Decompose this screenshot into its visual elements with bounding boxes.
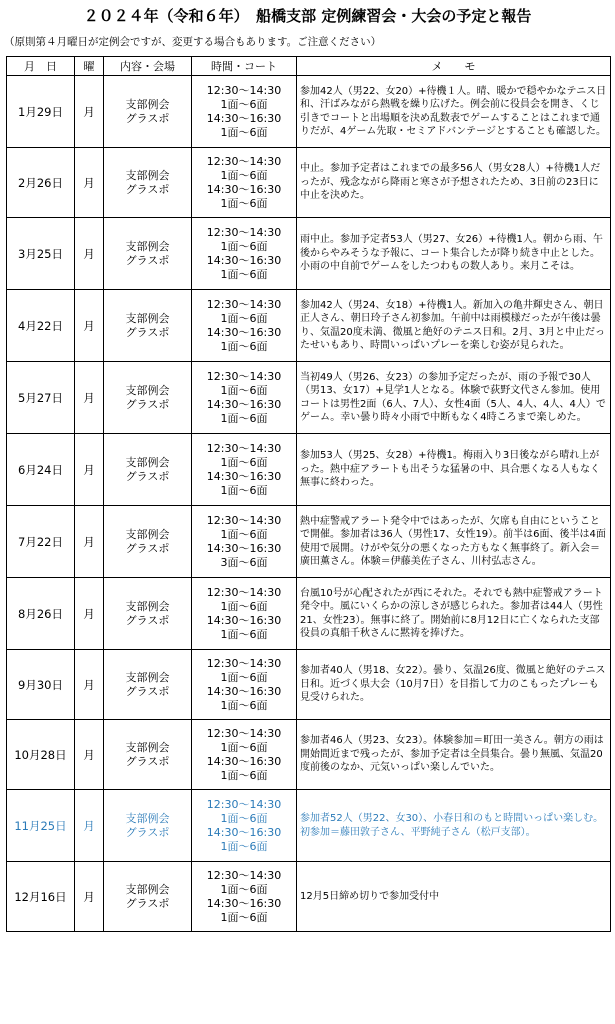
court-range: 1面～6面 xyxy=(220,383,268,397)
table-row xyxy=(7,790,611,862)
time-court-cell xyxy=(192,578,297,650)
court-range: 1面～6面 xyxy=(220,411,268,425)
court-range: 1面～6面 xyxy=(220,311,268,325)
time-slot: 14:30～16:30 xyxy=(206,469,282,483)
venue-cell xyxy=(104,290,192,362)
time-slot: 12:30～14:30 xyxy=(206,441,282,455)
event-type: 支部例会 xyxy=(125,311,170,325)
venue-name: グラスポ xyxy=(125,754,170,768)
table-row xyxy=(7,76,611,148)
table-header xyxy=(7,57,611,76)
court-range: 1面～6面 xyxy=(220,839,268,853)
venue-cell xyxy=(104,362,192,434)
weekday-cell: 月 xyxy=(75,362,104,434)
memo-cell: 参加53人（男25、女28）+待機1。梅雨入り3日後ながら晴れ上がった。熱中症アラートも出そうな猛暑の中、具合悪くなる人もなく無事に終わった。 xyxy=(297,434,611,506)
venue-cell xyxy=(104,434,192,506)
time-court-cell xyxy=(192,720,297,790)
venue-name: グラスポ xyxy=(125,469,170,483)
weekday-cell: 月 xyxy=(75,862,104,932)
court-range: 1面～6面 xyxy=(220,196,268,210)
table-row xyxy=(7,362,611,434)
venue-name: グラスポ xyxy=(125,541,170,555)
court-range: 1面～6面 xyxy=(220,125,268,139)
header-memo: メ モ xyxy=(297,57,611,76)
venue-cell xyxy=(104,218,192,290)
weekday-cell: 月 xyxy=(75,506,104,578)
venue-cell xyxy=(104,720,192,790)
date-cell: 4月22日 xyxy=(7,290,75,362)
court-range: 1面～6面 xyxy=(220,455,268,469)
event-type: 支部例会 xyxy=(125,599,170,613)
event-type: 支部例会 xyxy=(125,527,170,541)
venue-name: グラスポ xyxy=(125,825,170,839)
venue-name: グラスポ xyxy=(125,684,170,698)
time-slot: 14:30～16:30 xyxy=(206,541,282,555)
schedule-table xyxy=(6,56,611,932)
court-range: 1面～6面 xyxy=(220,811,268,825)
date-cell: 8月26日 xyxy=(7,578,75,650)
memo-cell: 参加者52人（男22、女30）、小春日和のもと時間いっぱい楽しむ。初参加＝藤田敦子さん、平野純子さん（松戸支部）。 xyxy=(297,790,611,862)
time-slot: 12:30～14:30 xyxy=(206,656,282,670)
event-type: 支部例会 xyxy=(125,455,170,469)
venue-name: グラスポ xyxy=(125,253,170,267)
table-row xyxy=(7,218,611,290)
time-slot: 14:30～16:30 xyxy=(206,111,282,125)
date-cell: 7月22日 xyxy=(7,506,75,578)
venue-cell xyxy=(104,506,192,578)
date-cell: 10月28日 xyxy=(7,720,75,790)
table-row xyxy=(7,290,611,362)
time-court-cell xyxy=(192,148,297,218)
time-slot: 12:30～14:30 xyxy=(206,797,282,811)
time-court-cell xyxy=(192,506,297,578)
time-slot: 12:30～14:30 xyxy=(206,585,282,599)
court-range: 1面～6面 xyxy=(220,670,268,684)
table-row xyxy=(7,650,611,720)
time-slot: 12:30～14:30 xyxy=(206,297,282,311)
time-slot: 14:30～16:30 xyxy=(206,397,282,411)
venue-name: グラスポ xyxy=(125,182,170,196)
time-slot: 14:30～16:30 xyxy=(206,325,282,339)
time-court-cell xyxy=(192,362,297,434)
court-range: 1面～6面 xyxy=(220,97,268,111)
event-type: 支部例会 xyxy=(125,97,170,111)
court-range: 3面～6面 xyxy=(220,555,268,569)
court-range: 1面～6面 xyxy=(220,882,268,896)
header-venue: 内容・会場 xyxy=(104,57,192,76)
weekday-cell: 月 xyxy=(75,76,104,148)
court-range: 1面～6面 xyxy=(220,698,268,712)
court-range: 1面～6面 xyxy=(220,239,268,253)
event-type: 支部例会 xyxy=(125,882,170,896)
event-type: 支部例会 xyxy=(125,670,170,684)
time-slot: 12:30～14:30 xyxy=(206,513,282,527)
time-slot: 14:30～16:30 xyxy=(206,896,282,910)
court-range: 1面～6面 xyxy=(220,483,268,497)
header-time: 時間・コート xyxy=(192,57,297,76)
time-court-cell xyxy=(192,290,297,362)
table-row xyxy=(7,862,611,932)
table-row xyxy=(7,578,611,650)
memo-cell: 熱中症警戒アラート発令中ではあったが、欠席も自由にということで開催。参加者は36人（男性17、女性19）。前半は6面、後半は4面使用で展開。けがや気分の悪くなった方もなく無事終了。新入会＝廣田薫さん。体験＝伊藤美佐子さん、川村弘志さん。 xyxy=(297,506,611,578)
venue-cell xyxy=(104,862,192,932)
header-dow: 曜 xyxy=(75,57,104,76)
memo-cell: 参加42人（男22、女20）+待機１人。晴、暖かで穏やかなテニス日和、汗ばみながら熱戦を繰り広げた。例会前に役員会を開き、くじ引きでコートと出場順を決め乱数表でゲームすることはこれまで通りだが、4ゲーム先取・セミアドバンテージとすることも確認した。 xyxy=(297,76,611,148)
date-cell: 11月25日 xyxy=(7,790,75,862)
date-cell: 2月26日 xyxy=(7,148,75,218)
court-range: 1面～6面 xyxy=(220,599,268,613)
time-court-cell xyxy=(192,790,297,862)
court-range: 1面～6面 xyxy=(220,527,268,541)
weekday-cell: 月 xyxy=(75,720,104,790)
time-slot: 14:30～16:30 xyxy=(206,684,282,698)
venue-name: グラスポ xyxy=(125,613,170,627)
venue-cell xyxy=(104,148,192,218)
header-date: 月 日 xyxy=(7,57,75,76)
weekday-cell: 月 xyxy=(75,218,104,290)
time-slot: 14:30～16:30 xyxy=(206,613,282,627)
time-court-cell xyxy=(192,434,297,506)
venue-cell xyxy=(104,578,192,650)
time-slot: 12:30～14:30 xyxy=(206,154,282,168)
event-type: 支部例会 xyxy=(125,811,170,825)
venue-cell xyxy=(104,650,192,720)
event-type: 支部例会 xyxy=(125,740,170,754)
time-slot: 12:30～14:30 xyxy=(206,726,282,740)
memo-cell: 中止。参加予定者はこれまでの最多56人（男女28人）+待機1人だったが、残念ながら降雨と寒さが予想されたため、3日前の23日に中止を決めた。 xyxy=(297,148,611,218)
event-type: 支部例会 xyxy=(125,383,170,397)
memo-cell: 雨中止。参加予定者53人（男27、女26）+待機1人。朝から雨、午後からやみそうな予報に、コート集合したが降り続き中止とした。小雨の中自前でゲームをしたつわもの数人あり。来月こそは。 xyxy=(297,218,611,290)
venue-name: グラスポ xyxy=(125,325,170,339)
time-court-cell xyxy=(192,76,297,148)
event-type: 支部例会 xyxy=(125,168,170,182)
time-slot: 14:30～16:30 xyxy=(206,754,282,768)
date-cell: 6月24日 xyxy=(7,434,75,506)
time-slot: 14:30～16:30 xyxy=(206,182,282,196)
venue-cell xyxy=(104,76,192,148)
weekday-cell: 月 xyxy=(75,650,104,720)
memo-cell: 参加42人（男24、女18）+待機1人。新加入の亀井輝史さん、朝日正人さん、朝日玲子さん初参加。午前中は雨模様だったが午後は曇り、気温20度未満、微風と絶好のテニス日和。2月、3月と中止だったせいもあり、時間いっぱいプレーを楽しむ姿が見られた。 xyxy=(297,290,611,362)
table-row xyxy=(7,148,611,218)
table-row xyxy=(7,434,611,506)
date-cell: 3月25日 xyxy=(7,218,75,290)
memo-cell: 当初49人（男26、女23）の参加予定だったが、雨の予報で30人（男13、女17）+見学1人となる。体験で荻野文代さん参加。使用コートは男性2面（6人、7人）、女性4面（5人、4人、4人、4人）でゲーム。幸い曇り時々小雨で中断もなく4時ころまで楽しめた。 xyxy=(297,362,611,434)
venue-name: グラスポ xyxy=(125,397,170,411)
court-range: 1面～6面 xyxy=(220,910,268,924)
table-body xyxy=(7,76,611,932)
page-title: ２０２４年（令和６年） 船橋支部 定例練習会・大会の予定と報告 xyxy=(83,7,532,25)
court-range: 1面～6面 xyxy=(220,627,268,641)
court-range: 1面～6面 xyxy=(220,267,268,281)
time-slot: 12:30～14:30 xyxy=(206,369,282,383)
time-court-cell xyxy=(192,862,297,932)
weekday-cell: 月 xyxy=(75,790,104,862)
table-row xyxy=(7,720,611,790)
table-row xyxy=(7,506,611,578)
schedule-note: （原則第４月曜日が定例会ですが、変更する場合もあります。ご注意ください） xyxy=(4,36,382,48)
time-court-cell xyxy=(192,650,297,720)
memo-cell: 12月5日締め切りで参加受付中 xyxy=(297,862,611,932)
court-range: 1面～6面 xyxy=(220,339,268,353)
court-range: 1面～6面 xyxy=(220,168,268,182)
time-slot: 12:30～14:30 xyxy=(206,868,282,882)
time-slot: 12:30～14:30 xyxy=(206,83,282,97)
time-slot: 12:30～14:30 xyxy=(206,225,282,239)
time-slot: 14:30～16:30 xyxy=(206,253,282,267)
memo-cell: 参加者46人（男23、女23）。体験参加＝町田一美さん。朝方の雨は開始間近まで残ったが、参加予定者は全員集合。曇り無風、気温20度前後のなか、元気いっぱい楽しんでいた。 xyxy=(297,720,611,790)
weekday-cell: 月 xyxy=(75,578,104,650)
time-slot: 14:30～16:30 xyxy=(206,825,282,839)
date-cell: 12月16日 xyxy=(7,862,75,932)
weekday-cell: 月 xyxy=(75,148,104,218)
date-cell: 1月29日 xyxy=(7,76,75,148)
venue-name: グラスポ xyxy=(125,111,170,125)
event-type: 支部例会 xyxy=(125,239,170,253)
date-cell: 5月27日 xyxy=(7,362,75,434)
memo-cell: 参加者40人（男18、女22）。曇り、気温26度、微風と絶好のテニス日和。近づく県大会（10月7日）を目指して力のこもったプレーも見受けられた。 xyxy=(297,650,611,720)
court-range: 1面～6面 xyxy=(220,740,268,754)
venue-cell xyxy=(104,790,192,862)
weekday-cell: 月 xyxy=(75,290,104,362)
time-court-cell xyxy=(192,218,297,290)
venue-name: グラスポ xyxy=(125,896,170,910)
date-cell: 9月30日 xyxy=(7,650,75,720)
memo-cell: 台風10号が心配されたが西にそれた。それでも熱中症警戒アラート発令中。風にいくらかの涼しさが感じられた。参加者は44人（男性21、女性23）。無事に終了。開始前に8月12日に亡くなられた支部役員の真船千秋さんに黙祷を捧げた。 xyxy=(297,578,611,650)
court-range: 1面～6面 xyxy=(220,768,268,782)
weekday-cell: 月 xyxy=(75,434,104,506)
